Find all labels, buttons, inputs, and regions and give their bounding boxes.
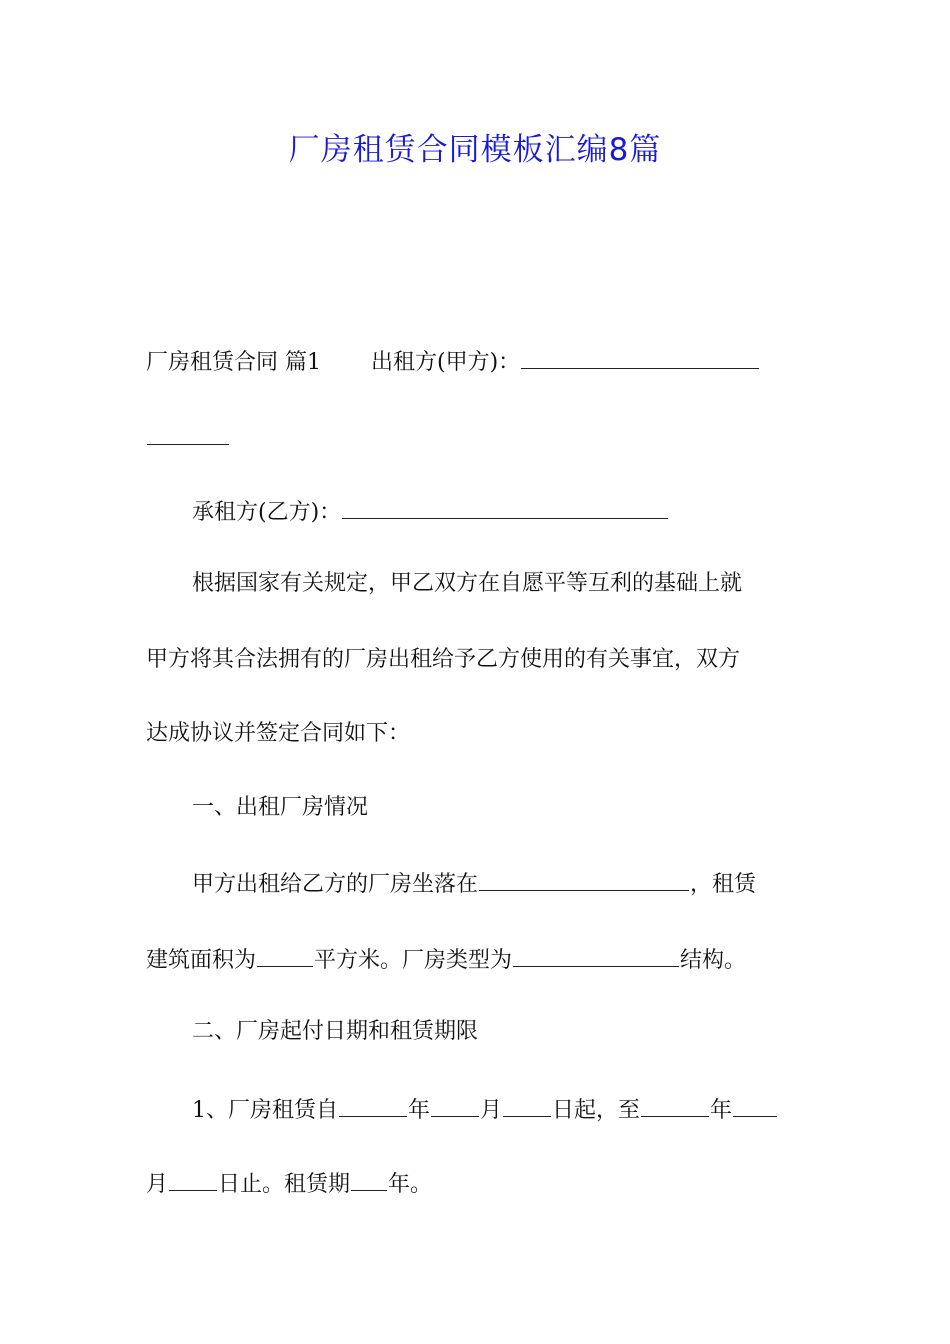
paragraph-line: 甲方将其合法拥有的厂房出租给予乙方使用的有关事宜，双方 [146, 647, 741, 672]
lessor-label: 出租方(甲方)： [371, 350, 521, 375]
start-year-blank [339, 1088, 407, 1117]
lessee-line [192, 490, 669, 533]
lease-term-label: 日止。租赁期 [218, 1172, 351, 1197]
lessee-label: 承租方(乙方)： [192, 500, 342, 525]
type-blank [513, 938, 679, 967]
lessor-blank-continuation-line [146, 416, 230, 459]
area-blank [257, 938, 313, 967]
location-blank [479, 862, 689, 891]
month-label: 月 [146, 1172, 169, 1197]
section-heading: 一、出租厂房情况 [192, 795, 369, 820]
lessor-blank-continuation [147, 416, 229, 445]
lease-period-line [192, 1088, 778, 1131]
start-day-blank [503, 1088, 551, 1117]
year-label: 年 [710, 1098, 733, 1123]
end-day-blank [169, 1162, 217, 1191]
end-month-blank [733, 1088, 777, 1117]
end-year-blank [641, 1088, 709, 1117]
section-heading: 二、厂房起付日期和租赁期限 [192, 1019, 479, 1044]
year-label: 年 [408, 1098, 431, 1123]
lease-end-line [146, 1162, 432, 1205]
years-suffix: 年。 [388, 1172, 433, 1197]
location-line [192, 862, 756, 905]
type-label: 平方米。厂房类型为 [314, 948, 513, 973]
lessee-blank [342, 490, 668, 519]
lease-years-blank [351, 1162, 387, 1191]
month-label: 月 [480, 1098, 503, 1123]
paragraph-line: 根据国家有关规定，甲乙双方在自愿平等互利的基础上就 [192, 571, 743, 596]
start-month-blank [431, 1088, 479, 1117]
lessor-blank [521, 340, 759, 369]
until-label: 日起，至 [552, 1098, 641, 1123]
lease-start-label: 1、厂房租赁自 [192, 1098, 338, 1123]
paragraph-line: 达成协议并签定合同如下： [146, 721, 411, 746]
contract-section-label: 厂房租赁合同 篇1 [146, 350, 321, 375]
contract-header-line [146, 340, 760, 383]
location-suffix: ，租赁 [690, 872, 757, 897]
location-label: 甲方出租给乙方的厂房坐落在 [192, 872, 479, 897]
area-type-line [146, 938, 746, 981]
structure-suffix: 结构。 [680, 948, 747, 973]
area-label: 建筑面积为 [146, 948, 257, 973]
document-title: 厂房租赁合同模板汇编8篇 [288, 132, 662, 168]
